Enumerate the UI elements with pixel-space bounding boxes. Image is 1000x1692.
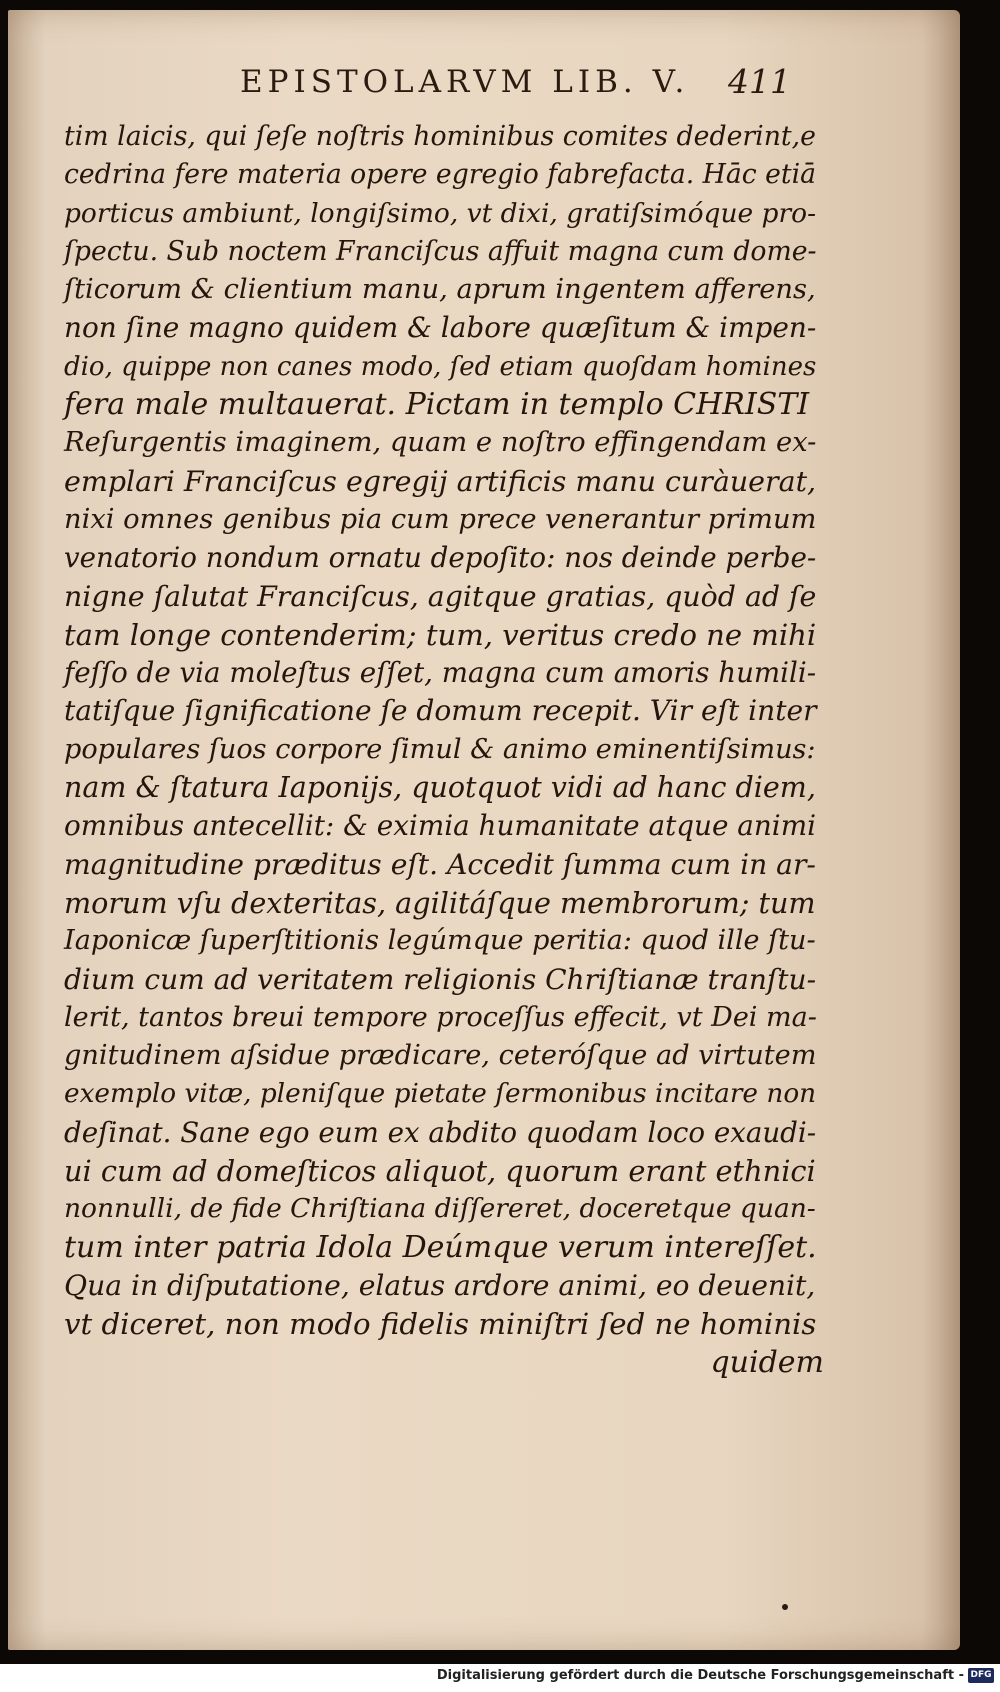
text-line: gnitudinem aſsidue prædicare, ceteróſque ad virtutem	[64, 1040, 817, 1072]
digitization-footer	[0, 1664, 1000, 1692]
text-line: magnitudine præditus eſt. Accedit ſumma cum in ar-	[64, 847, 816, 881]
text-line: populares ſuos corpore ſimul & animo eminentiſsimus:	[64, 733, 816, 765]
running-head	[8, 64, 960, 114]
text-line: dium cum ad veritatem religionis Chriſtianæ tranſtu-	[64, 962, 817, 996]
text-line: cedrina fere materia opere egregio fabrefacta. Hāc etiā	[64, 159, 816, 191]
text-line: ui cum ad domeſticos aliquot, quorum erant ethnici	[64, 1154, 816, 1189]
page-number: 411	[728, 62, 791, 101]
text-line: ſpectu. Sub noctem Franciſcus affuit magna cum dome-	[64, 235, 817, 267]
text-line: Reſurgentis imaginem, quam e noſtro effingendam ex-	[64, 427, 817, 459]
footer-credit: Digitalisierung gefördert durch die Deutsche Forschungsgemeinschaft -	[436, 1668, 964, 1683]
text-line: tim laicis, qui ſeſe noſtris hominibus comites dederint,e	[64, 121, 816, 152]
text-line: morum vſu dexteritas, agilitáſque membrorum; tum	[64, 885, 816, 920]
text-line: porticus ambiunt, longiſsimo, vt dixi, gratiſsimóque pro-	[64, 197, 817, 229]
text-line: deſinat. Sane ego eum ex abdito quodam loco exaudi-	[64, 1115, 817, 1149]
text-line: emplari Franciſcus egregij artificis manu curàuerat,	[64, 464, 817, 498]
text-line: dio, quippe non canes modo, ſed etiam quoſdam homines	[64, 351, 817, 382]
text-line: vt diceret, non modo fidelis miniſtri ſed ne hominis	[64, 1307, 817, 1342]
dfg-logo-icon: DFG	[968, 1668, 994, 1683]
text-line: exemplo vitæ, pleniſque pietate ſermonibus incitare non	[64, 1079, 817, 1110]
text-line: lerit, tantos breui tempore proceſſus effecit, vt Dei ma-	[64, 1001, 817, 1033]
text-line: fera male multauerat. Pictam in templo CHRISTI	[64, 387, 810, 423]
text-line: Qua in diſputatione, elatus ardore animi, eo deuenit,	[64, 1268, 816, 1302]
text-line: nam & ſtatura Iaponijs, quotquot vidi ad hanc diem,	[64, 771, 816, 805]
text-line: Iaponicæ ſuperſtitionis legúmque peritia: quod ille ſtu-	[64, 925, 816, 957]
running-title: EPISTOLARVM LIB. V.	[240, 64, 690, 100]
text-line: ſticorum & clientium manu, aprum ingentem afferens,	[64, 274, 816, 306]
text-line: tum inter patria Idola Deúmque verum intereſſet.	[64, 1229, 817, 1265]
text-line: venatorio nondum ornatu depoſito: nos deinde perbe-	[64, 541, 817, 575]
text-line: tam longe contenderim; tum, veritus credo ne mihi	[64, 617, 817, 652]
text-line: nigne ſalutat Franciſcus, agitque gratias, quòd ad ſe	[64, 579, 817, 613]
text-line: non ſine magno quidem & labore quæſitum & impen-	[64, 311, 817, 345]
text-line: omnibus antecellit: & eximia humanitate atque animi	[64, 809, 816, 843]
text-line: feſſo de via moleſtus eſſet, magna cum amoris humili-	[64, 656, 817, 690]
text-line: nonnulli, de fide Chriſtiana diſſereret, doceretque quan-	[64, 1193, 816, 1225]
book-page	[8, 10, 960, 1650]
body-text	[64, 118, 824, 1382]
text-line: tatiſque ſignificatione ſe domum recepit. Vir eſt inter	[64, 694, 817, 728]
catchword: quidem	[710, 1344, 824, 1380]
ink-dot	[782, 1604, 788, 1610]
text-line: nixi omnes genibus pia cum prece venerantur primum	[64, 503, 817, 535]
